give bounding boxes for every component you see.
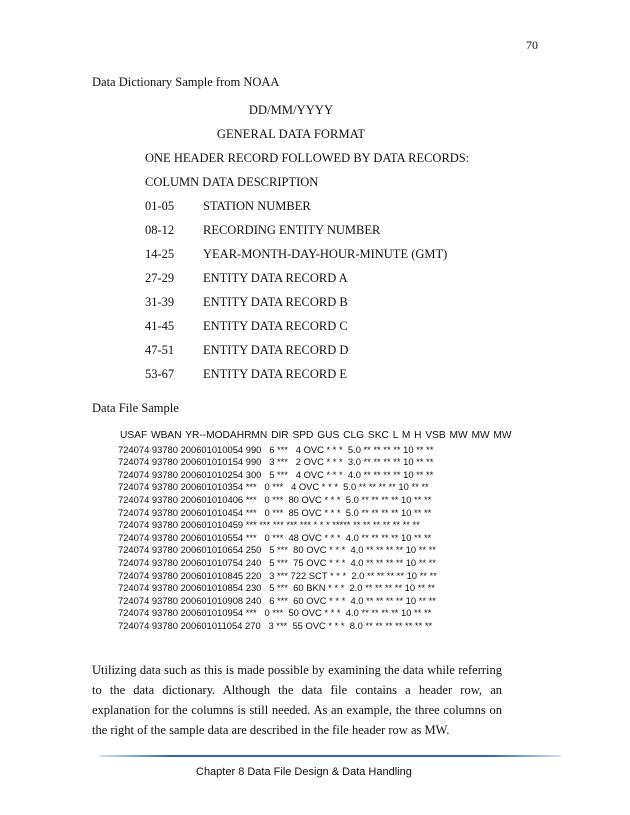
column-description: ENTITY DATA RECORD C (203, 319, 348, 333)
column-description: ENTITY DATA RECORD A (203, 271, 348, 285)
column-range: 27-29 (145, 271, 175, 285)
column-description: ENTITY DATA RECORD D (203, 343, 349, 357)
column-range: 08-12 (145, 223, 175, 237)
dictionary-heading: Data Dictionary Sample from NOAA (92, 75, 280, 89)
column-range: 31-39 (145, 295, 175, 309)
footer-rule (99, 755, 561, 757)
column-description: ENTITY DATA RECORD B (203, 295, 348, 309)
sample-row: 724074 93780 200601011054 270 3 *** 55 OVC * * * 8.0 ** ** ** ** ** ** ** (118, 619, 433, 631)
data-file-heading: Data File Sample (92, 401, 179, 415)
column-description: YEAR-MONTH-DAY-HOUR-MINUTE (GMT) (203, 247, 448, 261)
column-description-heading: COLUMN DATA DESCRIPTION (145, 175, 319, 189)
column-description: RECORDING ENTITY NUMBER (203, 223, 381, 237)
sample-row: 724074 93780 200601010354 *** 0 *** 4 OVC * * * 5.0 ** ** ** ** 10 ** ** (118, 481, 429, 493)
sample-row: 724074 93780 200601010754 240 5 *** 75 OVC * * * 4.0 ** ** ** ** 10 ** ** (118, 556, 436, 568)
header-record-line: ONE HEADER RECORD FOLLOWED BY DATA RECORDS: (145, 151, 470, 165)
sample-row: 724074 93780 200601010954 *** 0 *** 50 OVC * * * 4.0 ** ** ** ** 10 ** ** (118, 607, 432, 619)
sample-row: 724074 93780 200601010459 *** *** *** *** *** * * * ***** ** ** ** ** ** ** ** (118, 519, 420, 531)
body-paragraph: Utilizing data such as this is made possible by examining the data while referring to the data dictionary. Although the data file contains a header row, an explanation for the columns is still needed. As an example, the three columns on the right of the sample data are described in the file header row as MW. (92, 663, 502, 737)
column-range: 41-45 (145, 319, 175, 333)
sample-row: 724074 93780 200601010454 *** 0 *** 85 OVC * * * 5.0 ** ** ** ** 10 ** ** (118, 506, 432, 518)
sample-row: 724074 93780 200601010154 990 3 *** 2 OVC * * * 3.0 ** ** ** ** 10 ** ** (118, 456, 434, 468)
sample-row: 724074 93780 200601010406 *** 0 *** 80 OVC * * * 5.0 ** ** ** ** 10 ** ** (118, 493, 432, 505)
column-range: 47-51 (145, 343, 175, 357)
sample-row: 724074 93780 200601010254 300 5 *** 4 OVC * * * 4.0 ** ** ** ** 10 ** ** (118, 468, 434, 480)
column-description: STATION NUMBER (203, 199, 311, 213)
sample-header-row: USAF WBAN YR--MODAHRMN DIR SPD GUS CLG SKC L M H VSB MW MW MW (120, 430, 512, 441)
general-format-title: GENERAL DATA FORMAT (216, 127, 366, 141)
sample-row: 724074 93780 200601010054 990 6 *** 4 OVC * * * 5.0 ** ** ** ** 10 ** ** (118, 443, 434, 455)
sample-row: 724074 93780 200601010908 240 6 *** 60 OVC * * * 4.0 ** ** ** ** 10 ** ** (118, 594, 436, 606)
column-range: 01-05 (145, 199, 175, 213)
sample-row: 724074 93780 200601010654 250 5 *** 80 OVC * * * 4.0 ** ** ** ** 10 ** ** (118, 544, 436, 556)
sample-row: 724074 93780 200601010845 220 3 *** 722 SCT * * * 2.0 ** ** ** ** 10 ** ** (118, 569, 437, 581)
sample-row: 724074 93780 200601010554 *** 0 *** 48 OVC * * * 4.0 ** ** ** ** 10 ** ** (118, 531, 432, 543)
chapter-footer: Chapter 8 Data File Design & Data Handling (196, 766, 412, 778)
sample-row: 724074 93780 200601010854 230 5 *** 60 BKN * * * 2.0 ** ** ** ** 10 ** ** (118, 582, 435, 594)
data-file-sample (118, 430, 512, 633)
column-description: ENTITY DATA RECORD E (203, 367, 348, 381)
column-range: 14-25 (145, 247, 175, 261)
column-range: 53-67 (145, 367, 175, 381)
page-number: 70 (526, 38, 538, 52)
date-format: DD/MM/YYYY (248, 103, 334, 117)
